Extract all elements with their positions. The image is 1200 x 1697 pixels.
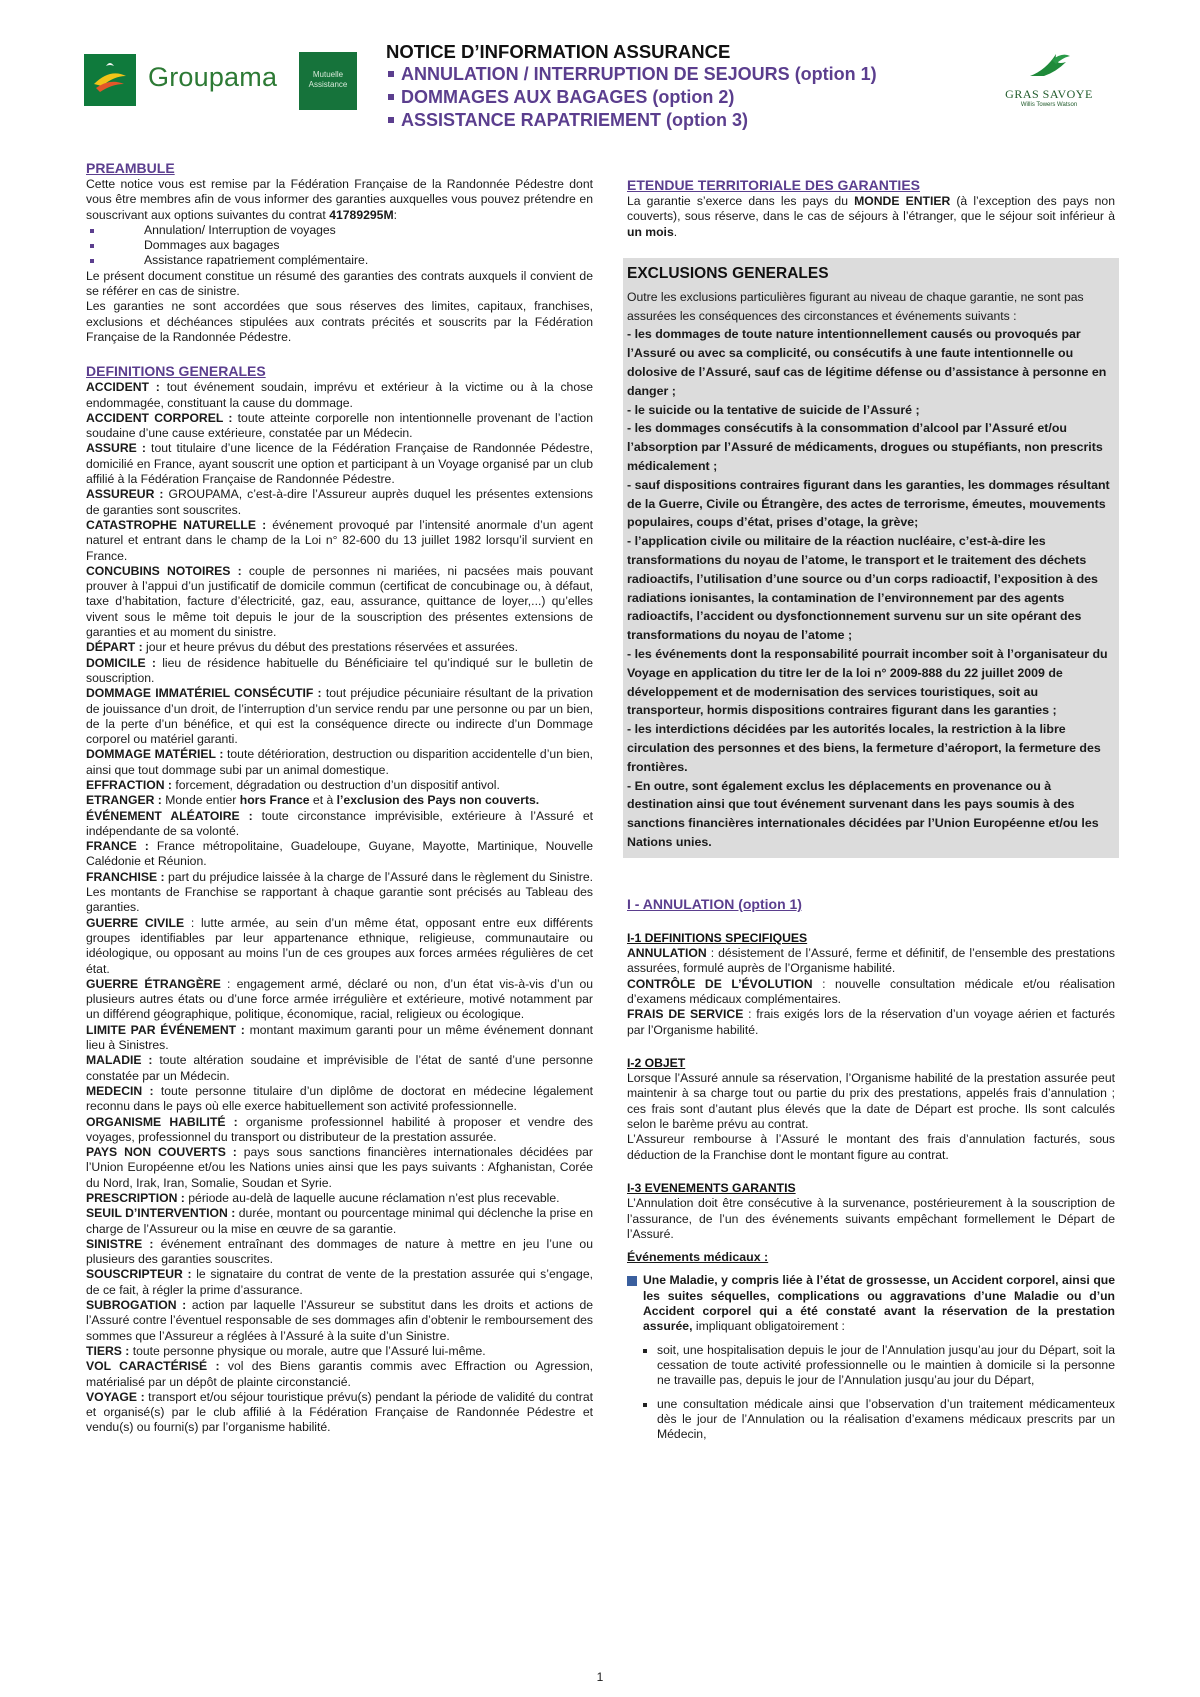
definitions-specifiques-title: I-1 DEFINITIONS SPECIFIQUES [627, 930, 808, 945]
gras-savoye-logo: GRAS SAVOYE Willis Towers Watson [994, 50, 1104, 120]
exclusions-box [623, 258, 1119, 858]
definition-item: SOUSCRIPTEUR : le signataire du contrat de vente de la prestation assurée qui s’engage, de ce fait, à régler la prime d’assurance. [86, 1267, 593, 1297]
definition-item: PAYS NON COUVERTS : pays sous sanctions financières internationales décidées par l’Union Européenne et/ou les Nations unies ainsi que les pays suivants : Afghanistan, Corée du Nord, Irak, Iran, Somalie, Soudan et Syrie. [86, 1145, 593, 1190]
exclusion-item: - les interdictions décidées par les autorités locales, la restriction à la libre circulation des personnes et des biens, la fermeture d’aéroport, la fermeture des frontières. [627, 722, 1101, 774]
preambule-options-list [86, 223, 593, 269]
annulation-definition-item: FRAIS DE SERVICE : frais exigés lors de la réservation d’un voyage aérien et facturés par l’Organisme habilité. [627, 1007, 1115, 1037]
bullet-icon [643, 1403, 647, 1407]
medical-condition-item: soit, une hospitalisation depuis le jour de l’Annulation jusqu’au jour du Départ, soit la cessation de toute activité professionnelle ou le maintien à domicile si la personne ne travaille pas, depuis le jour de l’Annulation jusqu’au jour du Départ, [627, 1343, 1115, 1389]
annulation-definition-item: ANNULATION : désistement de l’Assuré, ferme et définitif, de l’ensemble des prestations assurées, formulé auprès de l’Organisme habilité. [627, 946, 1115, 976]
page-title: NOTICE D’INFORMATION ASSURANCE [386, 41, 731, 62]
preambule-paragraph: Les garanties ne sont accordées que sous réserves des limites, capitaux, franchises, exclusions et déchéances stipulées aux contrats précités et souscrits par la Fédération Française de la Randonnée Pédestre. [86, 299, 593, 344]
option-title-3: ASSISTANCE RAPATRIEMENT (option 3) [386, 109, 986, 132]
bullet-icon [388, 117, 394, 123]
medical-event-item: Une Maladie, y compris liée à l’état de grossesse, un Accident corporel, ainsi que les suites séquelles, complications ou aggravations d’une Maladie ou d’un Accident corporel qui a été constaté avant la réservation de la prestation assurée, impliquant obligatoirement : [627, 1273, 1115, 1334]
exclusion-item: - sauf dispositions contraires figurant dans les garanties, les dommages résultant de la Guerre, Civile ou Étrangère, des actes de terrorisme, émeutes, mouvements populaires, coups d’état, prises d’otage, la grève; [627, 477, 1110, 530]
page-number: 1 [596, 1670, 604, 1684]
square-bullet-icon [627, 1276, 637, 1286]
definition-item: MALADIE : toute altération soudaine et imprévisible de l’état de santé d’une personne constatée par un Médecin. [86, 1053, 593, 1083]
groupama-emblem-icon [84, 54, 136, 106]
groupama-logo [84, 54, 299, 110]
definitions-title: DEFINITIONS GENERALES [86, 363, 266, 380]
option-title-2: DOMMAGES AUX BAGAGES (option 2) [386, 86, 986, 109]
definition-item: ACCIDENT : tout événement soudain, imprévu et extérieur à la victime ou à la chose endommagée, constituant la cause du dommage. [86, 380, 593, 410]
preambule-paragraph: Le présent document constitue un résumé des garanties des contrats auxquels il convient de se référer en cas de sinistre. [86, 268, 593, 299]
bullet-icon [643, 1349, 647, 1353]
definition-item: ORGANISME HABILITÉ : organisme professionnel habilité à proposer et vendre des voyages, professionnel du transport ou distributeur de la prestation assurée. [86, 1114, 593, 1144]
definition-item: VOYAGE : transport et/ou séjour touristique prévu(s) pendant la période de validité du contrat et organisé(s) par le club affilié à la Fédération Française de Randonnée Pédestre et vendu(s) ou fourni(s) par l’organisme habilité. [86, 1389, 593, 1435]
definition-item: FRANCHISE : part du préjudice laissée à la charge de l’Assuré dans le règlement du Sinistre. Les montants de Franchise se rapportant à chaque garantie sont précisés au Tableau des garanties. [86, 869, 593, 915]
mutuelle-assistance-logo [299, 52, 357, 110]
definition-item: ASSURE : tout titulaire d’une licence de la Fédération Française de Randonnée Pédestre, domicilié en France, ayant souscrit une option et participant à un Voyage organisé par un club affilié à la Fédération Française de Randonnée Pédestre. [86, 441, 593, 487]
list-item: Assistance rapatriement complémentaire. [86, 253, 593, 268]
definition-item: DOMMAGE MATÉRIEL : toute détérioration, destruction ou disparition accidentelle d’un bien, ainsi que tout dommage subi par un animal domestique. [86, 747, 593, 777]
etendue-text: La garantie s’exerce dans les pays du MONDE ENTIER (à l’exception des pays non couverts), sous réserve, dans le cas de séjours à l’étranger, que le séjour soit inférieur à un mois. [627, 194, 1115, 239]
header [84, 40, 1104, 148]
definition-item: DOMICILE : lieu de résidence habituelle du Bénéficiaire tel qu’indiqué sur le bulletin de souscription. [86, 655, 593, 685]
definition-item: CATASTROPHE NATURELLE : événement provoqué par l’intensité anormale d’un agent naturel et entrant dans le champ de la Loi n° 82-600 du 13 juillet 1982 lorsqu’il survient en France. [86, 517, 593, 563]
definition-item: VOL CARACTÉRISÉ : vol des Biens garantis commis avec Effraction ou Agression, matérialisé par un dépôt de plainte circonstancié. [86, 1359, 593, 1389]
objet-paragraph: L’Assureur rembourse à l’Assuré le montant des frais d’annulation facturés, sous déduction de la Franchise dont le montant figure au contrat. [627, 1132, 1115, 1162]
definition-item: DOMMAGE IMMATÉRIEL CONSÉCUTIF : tout préjudice pécuniaire résultant de la privation de jouissance d’un droit, de l’interruption d’un service rendu par une personne ou par un bien, de la perte d’un bénéfice, et qui est la conséquence directe ou indirecte d’un Dommage corporel ou matériel garanti. [86, 686, 593, 747]
medical-condition-item: une consultation médicale ainsi que l’observation d’un traitement médicamenteux dès le jour de l’Annulation ou la réalisation d’examens médicaux prescrits par un Médecin, [627, 1397, 1115, 1443]
objet-paragraph: Lorsque l’Assuré annule sa réservation, l’Organisme habilité de la prestation assurée peut maintenir à sa charge tout ou partie du prix des prestations, appelés frais d’annulation ; ces frais sont d’autant plus élevés que la date de Départ est proche. Ils sont calculés selon le barème prévu au contrat. [627, 1071, 1115, 1132]
exclusions-list [627, 325, 1115, 851]
definition-item: SINISTRE : événement entraînant des dommages de nature à mettre en jeu l’une ou plusieurs des garanties souscrites. [86, 1236, 593, 1267]
annulation-title: I - ANNULATION (option 1) [627, 895, 802, 912]
definition-item: ÉVÉNEMENT ALÉATOIRE : toute circonstance imprévisible, extérieure à l’Assuré et indépendante de sa volonté. [86, 808, 593, 838]
list-item: Dommages aux bagages [86, 238, 593, 253]
exclusions-title: EXCLUSIONS GENERALES [627, 264, 829, 282]
definition-item: CONCUBINS NOTOIRES : couple de personnes ni mariées, ni pacsées mais pouvant prouver à l’appui d’un justificatif de domicile commun (certificat de concubinage ou, à défaut, taxe d’habitation, facture d’électricité, gaz, eau, assurance, quittance de loyer,...) qu’elles vivent sous le même toit depuis le jour de la souscription des présentes extensions de garanties et au moment du sinistre. [86, 563, 593, 640]
exclusion-item: - En outre, sont également exclus les déplacements en provenance ou à destination ainsi que tout événement survenant dans les pays soumis à des sanctions financières internationales décidées par l’Union Européenne et/ou les Nations unies. [627, 778, 1099, 849]
exclusion-item: - les dommages consécutifs à la consommation d’alcool par l’Assuré et/ou l’absorption par l’Assuré de médicaments, drogues ou stupéfiants, non prescrits médicalement ; [627, 421, 1103, 474]
exclusions-intro: Outre les exclusions particulières figurant au niveau de chaque garantie, ne sont pas assurées les conséquences des circonstances et événements suivants : [627, 289, 1084, 323]
bullet-icon [388, 71, 394, 77]
definition-item: FRANCE : France métropolitaine, Guadeloupe, Guyane, Mayotte, Martinique, Nouvelle Calédonie et Réunion. [86, 839, 593, 869]
objet-title: I-2 OBJET [627, 1055, 686, 1070]
option-title-1: ANNULATION / INTERRUPTION DE SEJOURS (option 1) [386, 63, 986, 86]
definitions-list [86, 380, 593, 1435]
definition-item: ASSUREUR : GROUPAMA, c’est-à-dire l’Assureur auprès duquel les présentes extensions de garanties sont souscrites. [86, 487, 593, 517]
mutuelle-label: Mutuelle Assistance [308, 70, 348, 89]
annulation-definitions-list [627, 946, 1115, 1038]
preambule-intro: Cette notice vous est remise par la Fédération Française de la Randonnée Pédestre dont vous être membres afin de vous informer des garanties auxquelles vous pouvez prétendre en souscrivant aux options suivantes du contrat 41789295M: [86, 177, 593, 222]
definition-item: MEDECIN : toute personne titulaire d’un diplôme de doctorat en médecine légalement reconnu dans le pays où elle exerce habituellement son activité professionnelle. [86, 1083, 593, 1114]
definition-item: DÉPART : jour et heure prévus du début des prestations réservées et assurées. [86, 640, 518, 655]
groupama-name: Groupama [148, 62, 278, 92]
bullet-icon [388, 94, 394, 100]
definition-item: PRESCRIPTION : période au-delà de laquelle aucune réclamation n’est plus recevable. [86, 1191, 560, 1205]
definition-item: LIMITE PAR ÉVÉNEMENT : montant maximum garanti pour un même événement donnant lieu à Sinistres. [86, 1022, 593, 1053]
definition-item: SEUIL D’INTERVENTION : durée, montant ou pourcentage minimal qui déclenche la prise en charge de l’Assureur ou la mise en œuvre de sa garantie. [86, 1206, 593, 1236]
definition-item: GUERRE CIVILE : lutte armée, au sein d’un même état, opposant entre eux différents groupes identifiables par leur appartenance ethnique, religieuse, communautaire ou idéologique, ou opposant au moins l’un de ces groupes aux forces armées régulières de cet état. [86, 915, 593, 976]
list-item: Annulation/ Interruption de voyages [86, 223, 593, 238]
exclusion-item: - les événements dont la responsabilité pourrait incomber soit à l’organisateur du Voyage en application du titre Ier de la loi n° 2009-888 du 22 juillet 2009 de développement et de modernisation des services touristiques, soit au transporteur, hormis dispositions contraires figurant dans les garanties ; [627, 647, 1108, 718]
exclusion-item: - les dommages de toute nature intentionnellement causés ou provoqués par l’Assuré ou avec sa complicité, ou consécutifs à une faute intentionnelle ou dolosive de l’Assuré, sauf cas de légitime défense ou d’assistance à personne en danger ; [627, 327, 1107, 398]
right-column [627, 177, 1115, 1442]
definition-item: SUBROGATION : action par laquelle l’Assureur se substitut dans les droits et actions de l’Assuré contre l’éventuel responsable de ses dommages afin d’obtenir le remboursement des sommes que l’Assureur a réglées à l’Assuré à la suite d’un Sinistre. [86, 1298, 593, 1343]
exclusion-item: - l’application civile ou militaire de la réaction nucléaire, c’est-à-dire les transformations du noyau de l’atome, le transport et le traitement des déchets radioactifs, l’utilisation d’une source ou d’un corps radioactif, l’exposition à des radiations ionisantes, la contamination de l’environnement par des agents radioactifs, l’accident ou dysfonctionnement survenu sur un site opérant des transformations du noyau de l’atome ; [627, 534, 1098, 643]
definition-item: ACCIDENT CORPOREL : toute atteinte corporelle non intentionnelle provenant de l’action soudaine d’une cause extérieure, constatée par un Médecin. [86, 410, 593, 441]
definition-item: ETRANGER : Monde entier hors France et à l’exclusion des Pays non couverts. [86, 793, 540, 808]
title-block [386, 40, 986, 132]
evenements-title: I-3 EVENEMENTS GARANTIS [627, 1180, 796, 1195]
definition-item: GUERRE ÉTRANGÈRE : engagement armé, déclaré ou non, d’un état vis-à-vis d’un ou plusieurs autres états ou d’une force armée irrégulière et extérieure, motivé notamment par un différend géographique, politique, économique, racial, religieux ou écologique. [86, 976, 594, 1022]
evenements-medicaux-title: Événements médicaux : [627, 1250, 769, 1265]
etendue-title: ETENDUE TERRITORIALE DES GARANTIES [627, 177, 920, 193]
evenements-intro: L’Annulation doit être consécutive à la survenance, postérieurement à la souscription de l’assurance, de l’un des événements suivants empêchant formellement le Départ de l’Assuré. [627, 1196, 1115, 1241]
definition-item: EFFRACTION : forcement, dégradation ou destruction d’un dispositif antivol. [86, 777, 500, 792]
left-column [86, 160, 593, 1436]
exclusion-item: - le suicide ou la tentative de suicide de l’Assuré ; [627, 402, 920, 417]
definition-item: TIERS : toute personne physique ou morale, autre que l’Assuré lui-même. [86, 1343, 486, 1358]
annulation-definition-item: CONTRÔLE DE L’ÉVOLUTION : nouvelle consultation médicale et/ou réalisation d’examens médicaux complémentaires. [627, 976, 1115, 1006]
preambule-title: PREAMBULE [86, 160, 175, 176]
gras-savoye-bird-icon [1026, 50, 1072, 80]
